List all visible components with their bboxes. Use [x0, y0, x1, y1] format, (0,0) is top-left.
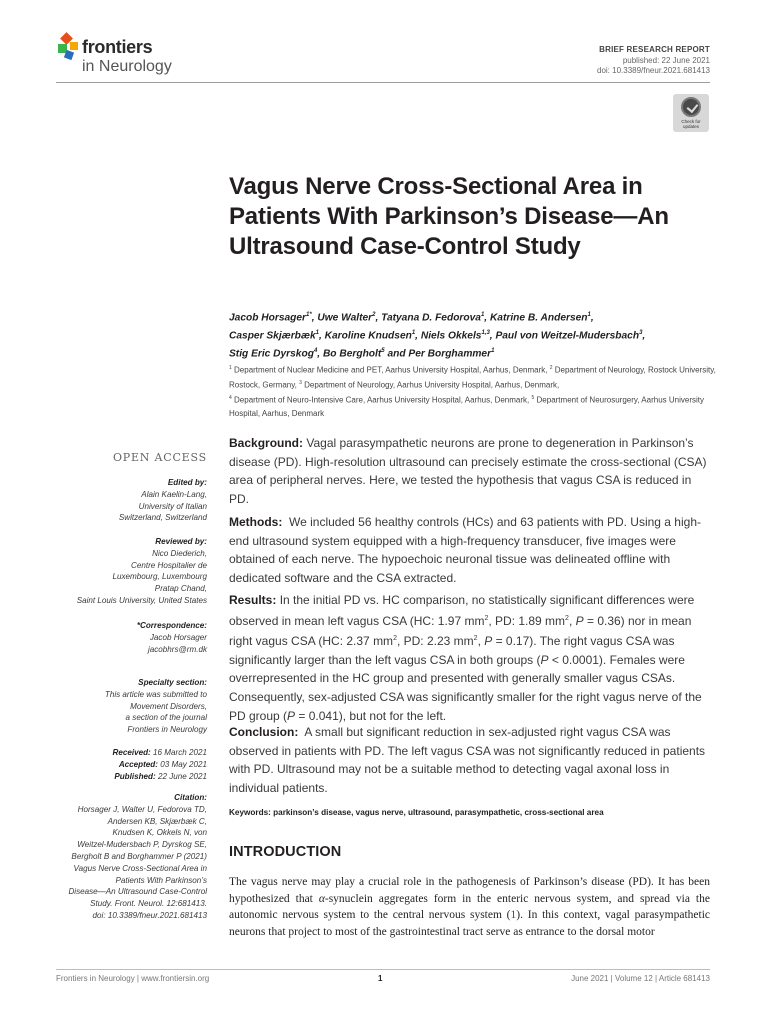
frontiers-logo-icon	[56, 34, 80, 60]
author-sup: 2	[372, 312, 376, 318]
citation-line: Knudsen K, Okkels N, von	[112, 828, 207, 838]
methods-label: Methods:	[229, 515, 283, 529]
logo-journal: in Neurology	[82, 58, 172, 75]
intro-text: -synuclein aggregates form in the enteric nervous system, and spread via the autonomic nervous system to the central nervous system (	[229, 892, 710, 921]
citation-line: Patients With Parkinson’s	[115, 875, 207, 885]
correspondence-email[interactable]: jacobhrs@rm.dk	[147, 644, 207, 654]
page-number: 1	[378, 974, 383, 983]
introduction-paragraph	[229, 874, 710, 940]
author[interactable]: Jacob Horsager	[229, 312, 307, 324]
published-date: published: 22 June 2021	[622, 56, 710, 65]
results-sup: 2	[484, 614, 489, 622]
header-divider	[56, 82, 710, 83]
results-text: , PD: 1.89 mm	[488, 613, 566, 628]
footer-journal-link[interactable]: Frontiers in Neurology | www.frontiersin.org	[56, 974, 210, 983]
footer-divider	[56, 969, 710, 970]
author-sup: 4	[313, 347, 318, 354]
citation-line: Disease—An Ultrasound Case-Control	[68, 887, 207, 897]
journal-logo[interactable]	[56, 32, 206, 80]
results-text: ,	[477, 634, 485, 649]
abstract-background	[229, 434, 710, 508]
author-sup: 1,3	[481, 329, 490, 336]
affiliation: Department of Nuclear Medicine and PET, Aarhus University Hospital, Aarhus, Denmark,	[234, 365, 548, 375]
author-sup: 1	[315, 329, 319, 336]
author[interactable]: Bo Bergholt	[322, 348, 382, 360]
editor-line[interactable]: Alain Kaelin-Lang,	[141, 489, 207, 499]
conclusion-text: A small but significant reduction in sex-adjusted right vagus CSA was observed in patients with PD. The left vagus CSA was not significantly reduced in patients with PD. Ultrasound may not be a suitable method to detecting vagal axonal loss in individual patients.	[229, 725, 706, 795]
results-text: = 0.041), but not for the left.	[295, 708, 447, 723]
edited-by-label: Edited by:	[167, 478, 207, 487]
background-label: Background:	[229, 436, 304, 450]
affiliation-sup: 4	[229, 394, 232, 401]
intro-text: The vagus nerve may play a crucial role in the pathogenesis of Parkinson’s disease (PD). It has been hypothesized that	[229, 876, 710, 905]
editor-line: Switzerland, Switzerland	[118, 513, 207, 523]
author[interactable]: Niels Okkels	[420, 330, 482, 342]
results-sup: 2	[393, 635, 397, 643]
background-text: Vagal parasympathetic neurons are prone to degeneration in Parkinson’s disease (PD). High-resolution ultrasound can precisely estimate the cross-sectional (CSA) area of peripheral nerves. Here, we tested the hypothesis that vagus CSA is reduced in PD.	[229, 436, 707, 506]
keywords-label: Keywords:	[229, 808, 271, 817]
edited-by-block	[40, 477, 207, 524]
check-for-updates-label: Check for updates	[681, 119, 701, 129]
author-sup: 1	[491, 347, 495, 354]
logo-name: frontiers	[82, 37, 153, 57]
abstract-conclusion	[229, 723, 710, 797]
results-text: = 0.17). The right vagus CSA was significantly larger than the left vagus CSA in both groups (	[229, 634, 675, 667]
citation-line: Vagus Nerve Cross-Sectional Area in	[73, 863, 207, 873]
authors-and: and	[387, 348, 406, 360]
conclusion-label: Conclusion:	[229, 725, 299, 739]
citation-line: Weitzel-Mudersbach P, Dyrskog SE,	[77, 840, 207, 850]
introduction-heading: INTRODUCTION	[229, 844, 342, 860]
author-sup: 5	[381, 347, 385, 354]
results-sup: 2	[473, 635, 478, 643]
specialty-line: Movement Disorders,	[130, 701, 207, 711]
correspondence-label: *Correspondence:	[136, 621, 207, 630]
citation-label: Citation:	[174, 793, 207, 802]
author[interactable]: Per Borghammer	[408, 348, 492, 360]
received-label: Received:	[112, 748, 151, 757]
methods-text: We included 56 healthy controls (HCs) and 63 patients with PD. Using a high-end ultrasound system equipped with a high-frequency transducer, five images were obtained of each nerve. The hypoechoic neuronal tissue was delineated offline with dedicated software and the CSA extracted.	[229, 515, 701, 585]
citation-doi[interactable]: doi: 10.3389/fneur.2021.681413	[92, 910, 207, 920]
results-p: P	[484, 634, 493, 649]
affiliation: Department of Neurosurgery, Aarhus University Hospital, Aarhus, Denmark	[229, 395, 704, 418]
affiliation: Department of Neuro-Intensive Care, Aarhus University Hospital, Aarhus, Denmark,	[234, 395, 530, 405]
accepted-label: Accepted:	[118, 759, 158, 769]
abstract-methods	[229, 513, 710, 587]
reference-link[interactable]: 1	[510, 909, 517, 921]
specialty-line: a section of the journal	[125, 713, 207, 723]
check-for-updates-button[interactable]	[673, 94, 709, 132]
keywords-text: parkinson’s disease, vagus nerve, ultrasound, parasympathetic, cross-sectional area	[273, 808, 604, 817]
citation-line: Bergholt B and Borghammer P (2021)	[71, 851, 207, 861]
specialty-line: Frontiers in Neurology	[127, 725, 207, 735]
results-text: ,	[568, 613, 576, 628]
reviewed-by-label: Reviewed by:	[155, 537, 207, 546]
author-sup: 1	[480, 312, 485, 318]
author-sup: 1	[587, 312, 591, 318]
author[interactable]: Paul von Weitzel-Mudersbach	[495, 330, 640, 342]
reviewer-line: Luxembourg, Luxembourg	[112, 572, 207, 582]
citation-block	[40, 792, 207, 922]
article-title: Vagus Nerve Cross-Sectional Area in Patients With Parkinson’s Disease—An Ultrasound Case-Control Study	[229, 173, 669, 260]
affiliation: Department of Neurology, Rostock University, Rostock, Germany,	[229, 365, 716, 390]
author[interactable]: Stig Eric Dyrskog	[229, 348, 314, 360]
author-list: Jacob Horsager$^{1*}$, Uwe Walter$^2$, Tatyana D. Fedorova$^1$, Katrine B. Andersen$^1$, Casper Skjærbæk$^1$, Karoline Knudsen$^1$, Niels Okkels$^{1,3}$, Paul von Weitzel-Mudersbach$^3$, Stig Eric Dyrskog$^4$, Bo Bergholt$^5$ and Per Borghammer$^1$	[229, 312, 646, 360]
affiliations	[229, 362, 719, 420]
results-p: P	[575, 613, 584, 628]
author-sup: 1	[411, 329, 416, 336]
author[interactable]: Uwe Walter	[317, 312, 373, 324]
affiliation-sup: 3	[299, 379, 302, 386]
intro-text: ). In this context, vagal parasympathetic neurons that project to most of the gastrointestinal tract serve as entrance to the dorsal motor	[229, 909, 710, 938]
citation-line: Horsager J, Walter U, Fedorova TD,	[77, 804, 207, 814]
specialty-label: Specialty section:	[138, 678, 207, 687]
affiliation-sup: 2	[549, 365, 553, 371]
report-type: BRIEF RESEARCH REPORT	[599, 45, 710, 54]
citation-line: Study. Front. Neurol. 12:681413.	[90, 899, 207, 909]
abstract-results	[229, 591, 710, 725]
results-label: Results:	[229, 593, 277, 607]
results-text: In the initial PD vs. HC comparison, no statistically significant differences were observed in mean left vagus CSA (HC: 1.97 mm	[229, 593, 695, 628]
check-icon	[681, 97, 701, 117]
reviewer-line: Centre Hospitalier de	[130, 560, 207, 570]
results-text: , PD: 2.23 mm	[396, 634, 474, 649]
doi-link[interactable]: doi: 10.3389/fneur.2021.681413	[597, 66, 710, 75]
affiliation-sup: 1	[229, 365, 232, 371]
reviewer-line: Saint Louis University, United States	[76, 595, 207, 605]
citation-line: Andersen KB, Skjærbæk C,	[107, 816, 207, 826]
published-label: Published:	[114, 771, 156, 781]
intro-alpha: α	[318, 892, 325, 905]
author-sup: 3	[639, 329, 643, 336]
results-p: P	[540, 652, 549, 667]
author[interactable]: Casper Skjærbæk	[229, 330, 316, 342]
reviewer-line[interactable]: Pratap Chand,	[154, 584, 207, 594]
published-date-sidebar: 22 June 2021	[157, 771, 207, 781]
correspondence-name: Jacob Horsager	[149, 632, 207, 642]
author[interactable]: Tatyana D. Fedorova	[381, 312, 481, 324]
accepted-date: 03 May 2021	[160, 759, 207, 769]
results-sup: 2	[565, 614, 569, 622]
results-text: = 0.36) nor in mean right vagus CSA (HC: 2.37 mm	[229, 613, 692, 649]
open-access-label: OPEN ACCESS	[112, 451, 207, 464]
author[interactable]: Katrine B. Andersen	[489, 312, 588, 324]
results-text: < 0.0001). Females were overrepresented in the HC group and presented with generally smaller vagus CSAs. Consequently, sex-adjusted CSA was significantly smaller for the right vagus nerve of the PD group (	[229, 652, 702, 723]
footer-issue-info: June 2021 | Volume 12 | Article 681413	[571, 974, 710, 983]
author[interactable]: Karoline Knudsen	[324, 330, 412, 342]
specialty-section-block	[40, 677, 207, 736]
results-p: P	[287, 708, 296, 723]
specialty-line: This article was submitted to	[104, 689, 207, 699]
reviewer-line[interactable]: Nico Diederich,	[152, 548, 207, 558]
received-date: 16 March 2021	[153, 748, 207, 757]
author-sup: 1*	[306, 312, 312, 318]
correspondence-block	[40, 620, 207, 655]
affiliation-sup: 5	[531, 394, 535, 401]
keywords	[229, 808, 710, 817]
reviewed-by-block	[40, 536, 207, 607]
affiliation: Department of Neurology, Aarhus University Hospital, Aarhus, Denmark,	[304, 380, 560, 390]
dates-block	[40, 747, 207, 782]
editor-line: University of Italian	[138, 501, 207, 511]
